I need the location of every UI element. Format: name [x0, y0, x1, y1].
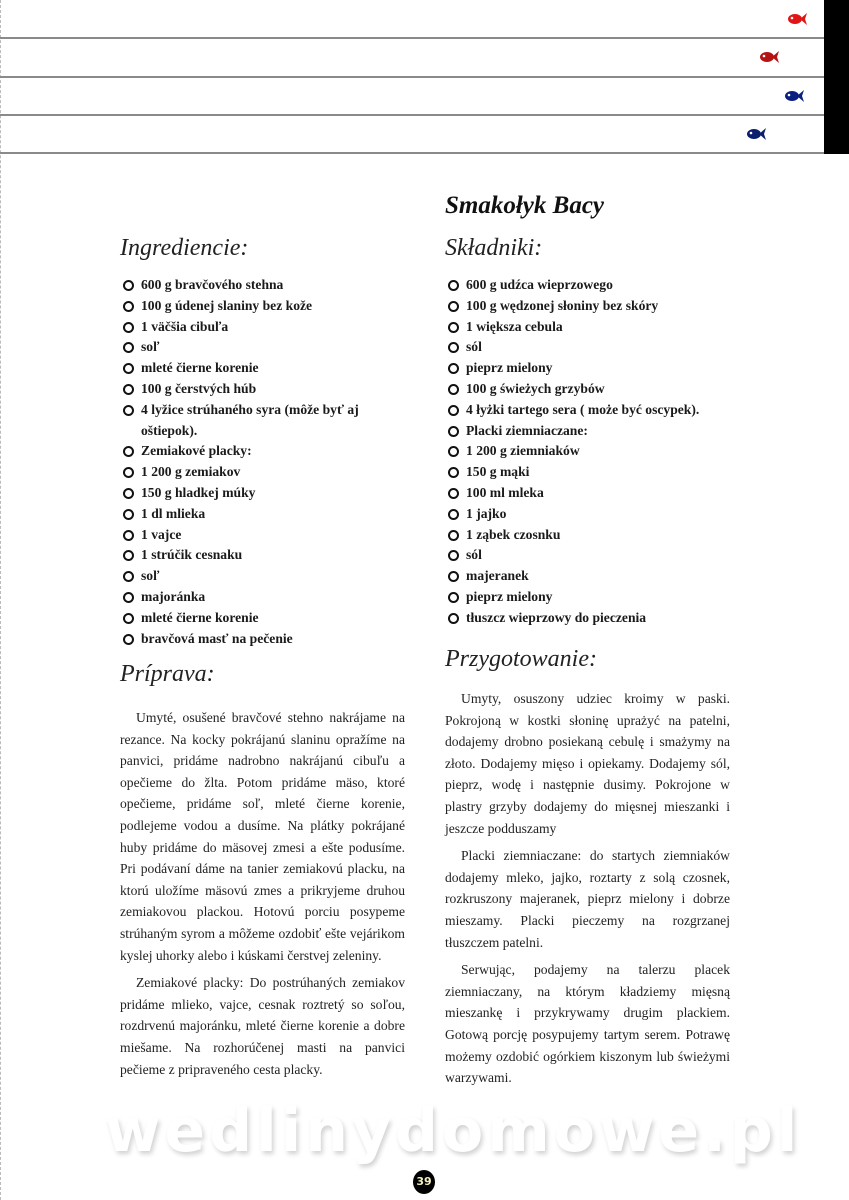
ingredient-text: sól	[466, 547, 482, 563]
ingredient-item	[120, 379, 405, 400]
ingredient-text: 1 większa cebula	[466, 318, 563, 334]
ingredient-text: majeranek	[466, 568, 529, 584]
ingredient-text: 150 g mąki	[466, 464, 530, 480]
bullet-icon	[123, 384, 134, 395]
bullet-icon	[448, 363, 459, 374]
bullet-icon	[123, 301, 134, 312]
ingredient-item	[445, 483, 815, 504]
ingredient-item	[120, 629, 405, 650]
ingredient-item	[445, 545, 815, 566]
bullet-icon	[123, 342, 134, 353]
ingredient-text: 4 łyżki tartego sera ( może być oscypek).	[466, 401, 700, 417]
fish-icon	[787, 12, 807, 26]
ingredient-text: 1 väčšia cibuľa	[141, 318, 229, 334]
ingredient-item	[445, 379, 815, 400]
ingredients-list-pl	[445, 275, 815, 629]
ingredient-item	[120, 358, 405, 379]
ingredient-item	[445, 462, 815, 483]
bullet-icon	[123, 467, 134, 478]
bullet-icon	[448, 342, 459, 353]
ingredient-text: 1 200 g zemiakov	[141, 464, 241, 480]
ingredient-item	[445, 608, 815, 629]
method-text-pl	[445, 688, 730, 1095]
bullet-icon	[123, 363, 134, 374]
bullet-icon	[123, 613, 134, 624]
ingredient-item	[445, 296, 815, 317]
side-tab-bar	[824, 0, 849, 154]
bullet-icon	[448, 467, 459, 478]
ingredient-text: 1 jajko	[466, 505, 507, 521]
ingredient-text: 4 lyžice strúhaného syra (môže byť aj oštiepok).	[141, 401, 359, 438]
bullet-icon	[123, 280, 134, 291]
bullet-icon	[123, 488, 134, 499]
bullet-icon	[123, 634, 134, 645]
ingredient-text: 100 g świeżych grzybów	[466, 380, 605, 396]
ingredient-text: 1 vajce	[141, 526, 182, 542]
ingredient-item	[120, 504, 405, 525]
ingredient-item	[120, 525, 405, 546]
ingredient-text: 100 g údenej slaniny bez kože	[141, 297, 313, 313]
ingredient-item	[120, 275, 405, 296]
ingredient-item	[120, 608, 405, 629]
ingredient-item	[445, 441, 815, 462]
ingredient-item	[120, 462, 405, 483]
bullet-icon	[448, 613, 459, 624]
bullet-icon	[123, 322, 134, 333]
ingredient-item	[445, 587, 815, 608]
bullet-icon	[448, 301, 459, 312]
ingredient-text: 150 g hladkej múky	[141, 484, 256, 500]
ingredient-item	[120, 483, 405, 504]
ingredient-text: soľ	[141, 339, 160, 355]
bullet-icon	[123, 592, 134, 603]
ingredient-text: 600 g bravčového stehna	[141, 277, 284, 292]
bullet-icon	[448, 384, 459, 395]
header-rule	[0, 152, 824, 154]
ingredient-item	[120, 441, 405, 462]
page-number: 39	[413, 1170, 435, 1194]
bullet-icon	[448, 530, 459, 541]
method-paragraph: Umyty, osuszony udziec kroimy w paski. Pokrojoną w kostki słoninę uprażyć na patelni, dodajemy drobno posiekaną cebulę i smażymy na złoto. Dodajemy mięso i opiekamy. Dodajemy sól, pieprz, wodę i następnie dusimy. Pokrojone w plastry grzyby dodajemy do mięsnej mieszanki i jeszcze podduszamy	[445, 691, 730, 836]
ingredient-text: pieprz mielony	[466, 360, 553, 376]
ingredient-item	[445, 566, 815, 587]
ingredient-text: 1 strúčik cesnaku	[141, 547, 243, 563]
ingredient-text: sól	[466, 339, 482, 355]
ingredient-item	[120, 566, 405, 587]
bullet-icon	[448, 426, 459, 437]
bullet-icon	[448, 592, 459, 603]
bullet-icon	[448, 405, 459, 416]
ingredient-item	[120, 587, 405, 608]
ingredient-text: 600 g udźca wieprzowego	[466, 277, 613, 292]
bullet-icon	[448, 446, 459, 457]
method-text-sk	[120, 707, 405, 1086]
ingredients-list-sk	[120, 275, 405, 649]
header-rule	[0, 37, 824, 39]
ingredient-text: majoránka	[141, 588, 206, 604]
ingredient-text: Zemiakové placky:	[141, 443, 252, 459]
ingredient-item	[120, 317, 405, 338]
ingredient-item	[445, 337, 815, 358]
ingredient-text: 1 200 g ziemniaków	[466, 443, 580, 459]
ingredient-item	[120, 337, 405, 358]
fish-icon	[759, 50, 779, 64]
bullet-icon	[448, 488, 459, 499]
bullet-icon	[123, 509, 134, 520]
method-paragraph: Umyté, osušené bravčové stehno nakrájame na rezance. Na kocky pokrájanú slaninu opražíme na panvici, pridáme nadrobno nakrájanú cibuľu a opečieme do žlta. Potom pridáme mäso, ktoré opečieme, pridáme soľ, mleté čierne korenie, podlejeme vodou a dusíme. Na plátky pokrájané huby pridáme do mäsovej zmesi a ešte podusíme. Pri podávaní dáme na tanier zemiakovú placku, na ktorú uložíme mäsovú zmes a prikryjeme druhou zemiakovou plackou. Hotovú porciu posypeme strúhaným syrom a môžeme ozdobiť ešte vejárikom kyslej uhorky alebo i kúskami čerstvej zeleniny.	[120, 710, 405, 963]
header-rule	[0, 114, 824, 116]
ingredient-item	[445, 525, 815, 546]
ingredient-item	[120, 296, 405, 317]
bullet-icon	[448, 550, 459, 561]
bullet-icon	[448, 571, 459, 582]
bullet-icon	[123, 405, 134, 416]
ingredient-text: mleté čierne korenie	[141, 609, 259, 625]
bullet-icon	[123, 446, 134, 457]
ingredient-text: 100 g wędzonej słoniny bez skóry	[466, 297, 659, 313]
ingredients-heading-pl: Składniki:	[445, 235, 543, 261]
ingredient-text: 1 dl mlieka	[141, 505, 206, 521]
method-paragraph: Serwując, podajemy na talerzu placek ziemniaczany, na którym kładziemy mięsną mieszankę i przykrywamy drugim plackiem. Gotową porcję posypujemy tartym serem. Potrawę możemy ozdobić ogórkiem kiszonym lub świeżymi warzywami.	[445, 962, 730, 1086]
ingredients-heading-sk: Ingrediencie:	[120, 235, 249, 261]
ingredient-item	[445, 275, 815, 296]
ingredient-text: 1 ząbek czosnku	[466, 526, 561, 542]
fish-icon	[746, 127, 766, 141]
ingredient-item	[445, 421, 815, 442]
ingredient-item	[445, 358, 815, 379]
bullet-icon	[448, 509, 459, 520]
header-rule	[0, 76, 824, 78]
ingredient-item	[445, 400, 815, 421]
ingredient-text: 100 g čerstvých húb	[141, 380, 257, 396]
method-heading-sk: Príprava:	[120, 661, 215, 687]
watermark: wedlinydomowe.pl	[105, 1096, 802, 1166]
page-edge	[0, 0, 1, 1200]
fish-icon	[784, 89, 804, 103]
method-paragraph: Zemiakové placky: Do postrúhaných zemiakov pridáme mlieko, vajce, cesnak roztretý so soľou, rozdrvenú majoránku, mleté čierne korenie a dobre miešame. Na rozhorúčenej masti na panvici pečieme z pripraveného cesta placky.	[120, 975, 405, 1077]
ingredient-item	[445, 504, 815, 525]
bullet-icon	[123, 530, 134, 541]
ingredient-text: mleté čierne korenie	[141, 360, 259, 376]
recipe-title: Smakołyk Bacy	[445, 192, 605, 219]
bullet-icon	[448, 280, 459, 291]
ingredient-text: bravčová masť na pečenie	[141, 630, 293, 646]
bullet-icon	[123, 550, 134, 561]
bullet-icon	[448, 322, 459, 333]
ingredient-text: Placki ziemniaczane:	[466, 422, 588, 438]
ingredient-text: soľ	[141, 568, 160, 584]
ingredient-item	[120, 400, 405, 442]
ingredient-text: 100 ml mleka	[466, 484, 544, 500]
bullet-icon	[123, 571, 134, 582]
ingredient-item	[445, 317, 815, 338]
method-paragraph: Placki ziemniaczane: do startych ziemniaków dodajemy mleko, jajko, roztarty z solą czosnek, rozkruszony majeranek, pieprz mielony i dobrze mieszamy. Placki pieczemy na rozgrzanej tłuszczem patelni.	[445, 848, 730, 950]
method-heading-pl: Przygotowanie:	[445, 646, 597, 672]
ingredient-item	[120, 545, 405, 566]
ingredient-text: pieprz mielony	[466, 588, 553, 604]
ingredient-text: tłuszcz wieprzowy do pieczenia	[466, 609, 647, 625]
